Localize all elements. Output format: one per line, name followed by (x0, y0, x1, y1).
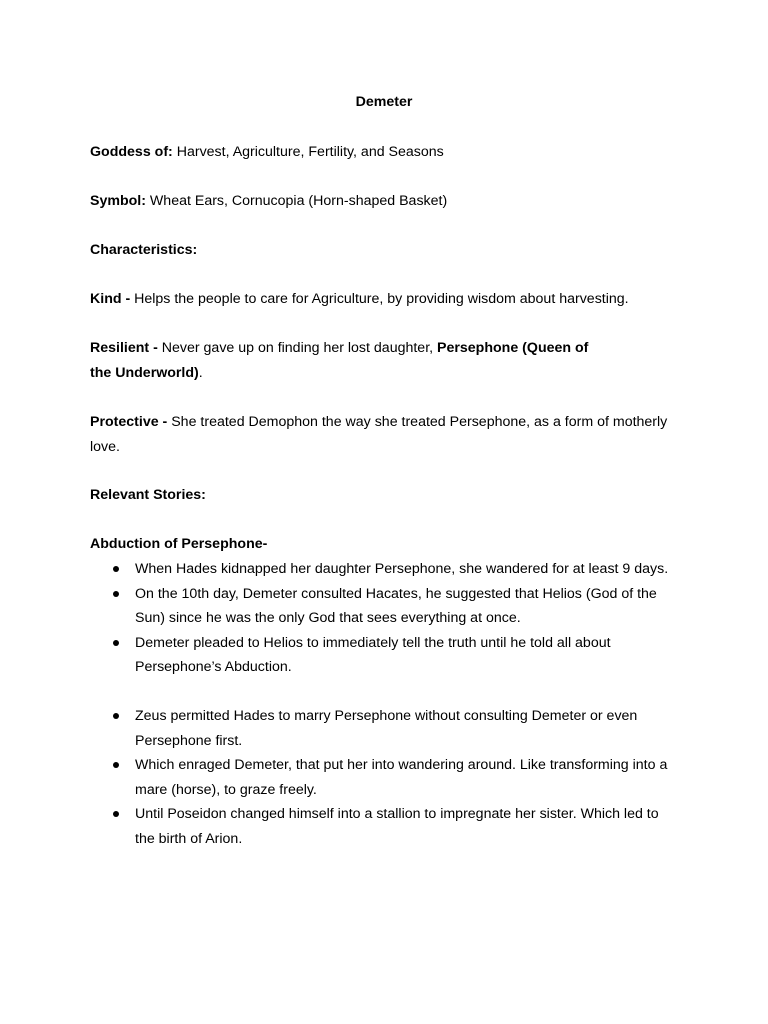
list-item (90, 704, 670, 753)
list-item (90, 753, 670, 802)
list-item (90, 631, 690, 680)
kind-line (90, 287, 690, 312)
goddess-of-label: Goddess of: (90, 144, 173, 160)
resilient-line (90, 336, 610, 385)
symbol-line (90, 189, 690, 214)
goddess-of-value: Harvest, Agriculture, Fertility, and Seasons (172, 144, 444, 160)
bullet-icon (113, 591, 119, 597)
protective-label: Protective - (90, 414, 168, 430)
bullet-icon (113, 566, 119, 572)
abduction-heading-text: Abduction of Persephone- (90, 536, 268, 552)
symbol-label: Symbol: (90, 193, 146, 209)
list-item (90, 802, 670, 851)
relevant-stories-heading-text: Relevant Stories: (90, 487, 206, 503)
resilient-bold: Persephone (Queen of the Underworld) (90, 340, 589, 381)
kind-label: Kind - (90, 291, 131, 307)
bullet-icon (113, 811, 119, 817)
list-item-text: Zeus permitted Hades to marry Persephone without consulting Demeter or even Persephone first. (135, 708, 638, 749)
bullet-icon (113, 713, 119, 719)
bullet-icon (113, 640, 119, 646)
list-item-text: Until Poseidon changed himself into a stallion to impregnate her sister. Which led to the birth of Arion. (135, 806, 659, 847)
list-item-text: When Hades kidnapped her daughter Persephone, she wandered for at least 9 days. (135, 561, 669, 577)
symbol-value: Wheat Ears, Cornucopia (Horn-shaped Basket) (145, 193, 448, 209)
characteristics-heading-text: Characteristics: (90, 242, 198, 258)
abduction-heading (90, 532, 690, 557)
relevant-stories-heading (90, 483, 690, 508)
bullet-list-2 (90, 704, 670, 851)
resilient-value: Never gave up on finding her lost daughter, (157, 340, 438, 356)
bullet-list-1 (90, 557, 690, 680)
protective-line (90, 410, 670, 459)
bullet-icon (113, 762, 119, 768)
resilient-tail: . (198, 364, 203, 381)
resilient-label: Resilient - (90, 340, 158, 356)
list-item-text: On the 10th day, Demeter consulted Hacates, he suggested that Helios (God of the Sun) since he was the only God that sees everything at once. (135, 585, 657, 626)
list-item (90, 582, 690, 631)
list-item (90, 557, 690, 582)
list-item-text: Demeter pleaded to Helios to immediately tell the truth until he told all about Persephone’s Abduction. (135, 634, 611, 675)
goddess-of-line (90, 140, 690, 165)
list-item-text: Which enraged Demeter, that put her into wandering around. Like transforming into a mare (horse), to graze freely. (135, 757, 668, 798)
protective-value: She treated Demophon the way she treated Persephone, as a form of motherly love. (90, 414, 668, 455)
document-title: Demeter (355, 94, 413, 110)
kind-value: Helps the people to care for Agriculture, by providing wisdom about harvesting. (130, 291, 629, 307)
characteristics-heading (90, 238, 690, 263)
